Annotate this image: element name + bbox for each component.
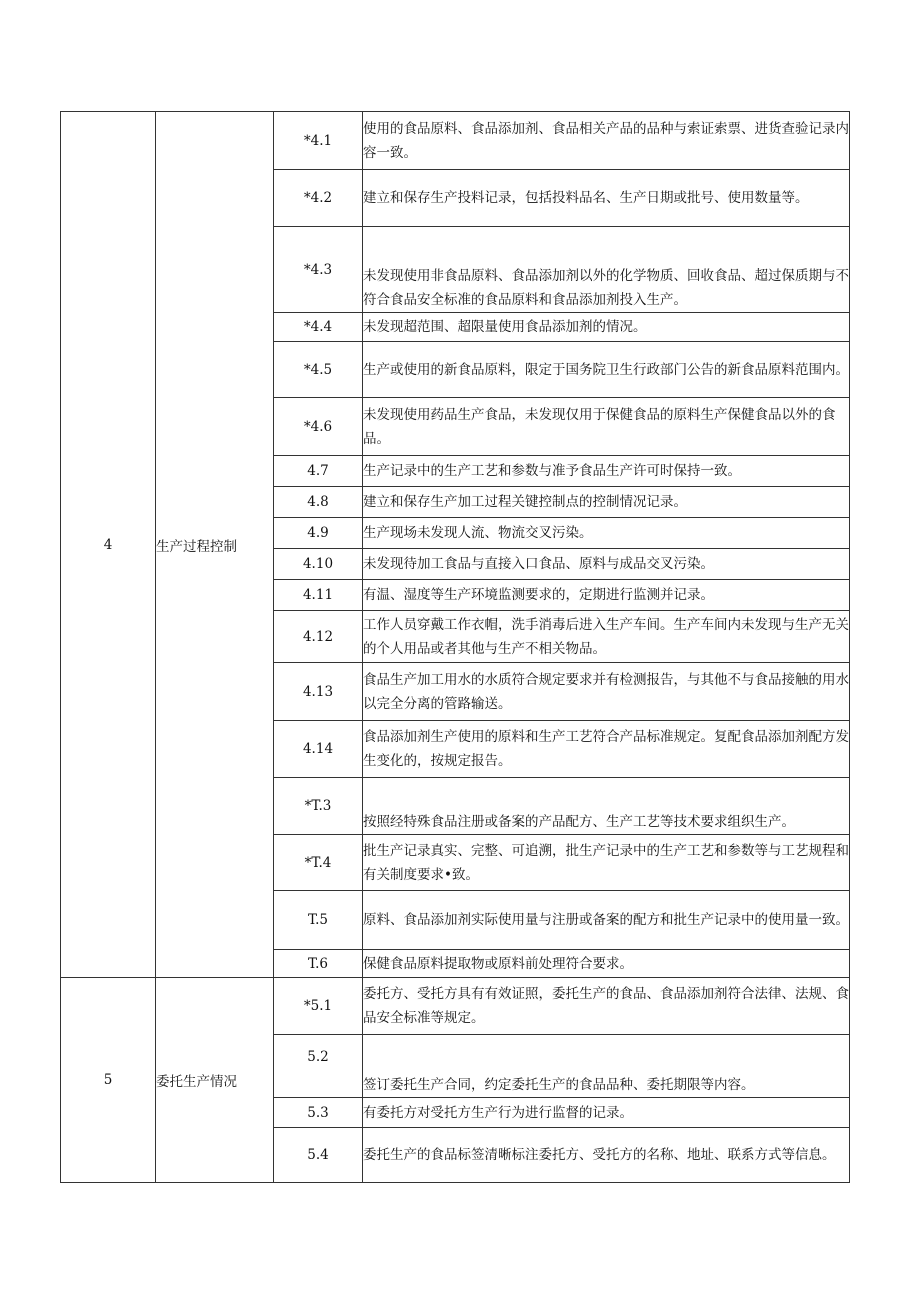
item-code: *4.3: [274, 227, 363, 313]
item-requirement: 有温、湿度等生产环境监测要求的，定期进行监测并记录。: [363, 580, 850, 611]
item-code: 5.3: [274, 1098, 363, 1128]
item-code: T.5: [274, 891, 363, 950]
item-requirement: 建立和保存生产加工过程关键控制点的控制情况记录。: [363, 487, 850, 518]
item-code: 4.8: [274, 487, 363, 518]
item-requirement: 未发现待加工食品与直接入口食品、原料与成品交叉污染。: [363, 549, 850, 580]
section-title: 委托生产情况: [156, 978, 274, 1183]
inspection-table: [60, 111, 850, 1183]
item-requirement: 使用的食品原料、食品添加剂、食品相关产品的品种与索证索票、进货查验记录内容一致。: [363, 112, 850, 170]
item-requirement: 按照经特殊食品注册或备案的产品配方、生产工艺等技术要求组织生产。: [363, 778, 850, 835]
item-requirement: 生产记录中的生产工艺和参数与准予食品生产许可时保持一致。: [363, 456, 850, 487]
item-code: 4.12: [274, 611, 363, 663]
section-title: 生产过程控制: [156, 112, 274, 978]
section-number: 5: [61, 978, 156, 1183]
item-code: 5.4: [274, 1128, 363, 1183]
item-requirement: 有委托方对受托方生产行为进行监督的记录。: [363, 1098, 850, 1128]
table-row: [61, 112, 850, 170]
item-code: *4.1: [274, 112, 363, 170]
item-code: 4.10: [274, 549, 363, 580]
item-code: T.6: [274, 950, 363, 978]
item-requirement: 建立和保存生产投料记录，包括投料品名、生产日期或批号、使用数量等。: [363, 170, 850, 227]
item-requirement: 食品添加剂生产使用的原料和生产工艺符合产品标准规定。复配食品添加剂配方发生变化的，按规定报告。: [363, 721, 850, 778]
item-code: *T.4: [274, 835, 363, 891]
item-requirement: 保健食品原料提取物或原料前处理符合要求。: [363, 950, 850, 978]
item-code: 4.7: [274, 456, 363, 487]
item-code: 4.14: [274, 721, 363, 778]
item-requirement: 未发现使用药品生产食品，未发现仅用于保健食品的原料生产保健食品以外的食品。: [363, 398, 850, 456]
item-requirement: 委托生产的食品标签清晰标注委托方、受托方的名称、地址、联系方式等信息。: [363, 1128, 850, 1183]
item-code: 4.13: [274, 663, 363, 721]
item-code: 4.11: [274, 580, 363, 611]
item-code: 4.9: [274, 518, 363, 549]
item-requirement: 未发现使用非食品原料、食品添加剂以外的化学物质、回收食品、超过保质期与不符合食品安全标准的食品原料和食品添加剂投入生产。: [363, 227, 850, 313]
item-requirement: 批生产记录真实、完整、可追溯，批生产记录中的生产工艺和参数等与工艺规程和有关制度要求•致。: [363, 835, 850, 891]
section-number: 4: [61, 112, 156, 978]
item-requirement: 委托方、受托方具有有效证照，委托生产的食品、食品添加剂符合法律、法规、食品安全标准等规定。: [363, 978, 850, 1035]
item-requirement: 生产或使用的新食品原料，限定于国务院卫生行政部门公告的新食品原料范围内。: [363, 342, 850, 398]
item-code: *5.1: [274, 978, 363, 1035]
item-code: *T.3: [274, 778, 363, 835]
item-requirement: 工作人员穿戴工作衣帽，洗手消毒后进入生产车间。生产车间内未发现与生产无关的个人用品或者其他与生产不相关物品。: [363, 611, 850, 663]
item-code: 5.2: [274, 1035, 363, 1098]
item-requirement: 食品生产加工用水的水质符合规定要求并有检测报告，与其他不与食品接触的用水以完全分离的管路输送。: [363, 663, 850, 721]
item-requirement: 原料、食品添加剂实际使用量与注册或备案的配方和批生产记录中的使用量一致。: [363, 891, 850, 950]
item-requirement: 签订委托生产合同，约定委托生产的食品品种、委托期限等内容。: [363, 1035, 850, 1098]
item-code: *4.4: [274, 313, 363, 342]
item-code: *4.2: [274, 170, 363, 227]
item-requirement: 生产现场未发现人流、物流交叉污染。: [363, 518, 850, 549]
item-requirement: 未发现超范围、超限量使用食品添加剂的情况。: [363, 313, 850, 342]
table-row: [61, 978, 850, 1035]
item-code: *4.6: [274, 398, 363, 456]
item-code: *4.5: [274, 342, 363, 398]
